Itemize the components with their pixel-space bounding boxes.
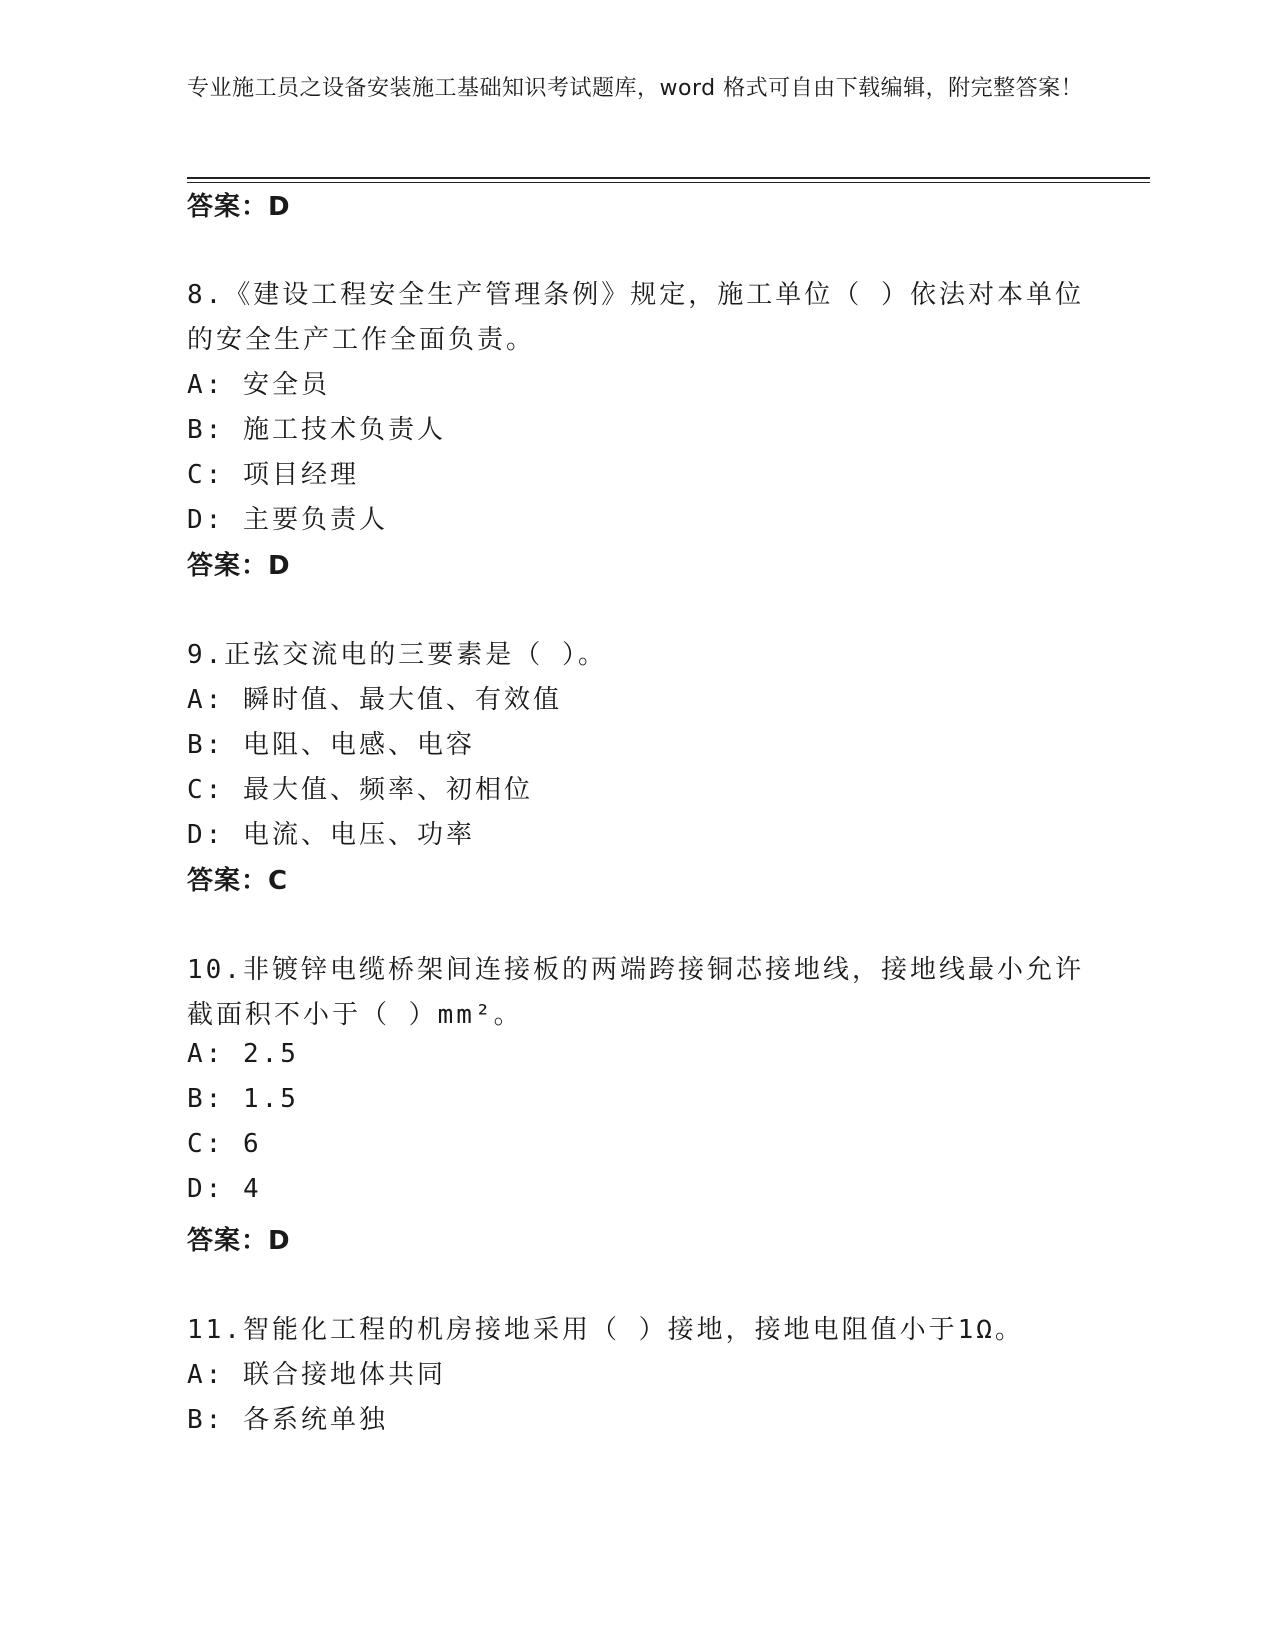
question-11-option-b: B: 各系统单独 [187, 1405, 388, 1435]
question-10-option-b: B: 1.5 [187, 1084, 299, 1114]
question-8-answer: 答案：D [187, 551, 291, 581]
question-9-stem-line1: 9.正弦交流电的三要素是（ ）。 [187, 640, 607, 670]
question-8-option-b: B: 施工技术负责人 [187, 415, 446, 445]
question-9-option-a: A: 瞬时值、最大值、有效值 [187, 685, 562, 715]
header-divider-thick [187, 177, 1150, 179]
question-10-option-d: D: 4 [187, 1174, 262, 1204]
question-8-option-d: D: 主要负责人 [187, 505, 388, 535]
question-11-stem-line1: 11.智能化工程的机房接地采用（ ）接地，接地电阻值小于1Ω。 [187, 1315, 1024, 1345]
question-8-stem-line2: 的安全生产工作全面负责。 [187, 325, 536, 355]
question-9-option-b: B: 电阻、电感、电容 [187, 730, 475, 760]
question-9-answer: 答案：C [187, 866, 289, 896]
question-8-option-c: C: 项目经理 [187, 460, 359, 490]
document-header: 专业施工员之设备安装施工基础知识考试题库，word 格式可自由下载编辑，附完整答案！ [187, 76, 1084, 101]
question-11-option-a: A: 联合接地体共同 [187, 1360, 446, 1390]
question-9-option-d: D: 电流、电压、功率 [187, 820, 475, 850]
question-10-option-a: A: 2.5 [187, 1039, 299, 1069]
question-10-answer: 答案：D [187, 1226, 291, 1256]
answer-prev: 答案：D [187, 192, 291, 222]
question-10-stem-line2: 截面积不小于（ ）mm²。 [187, 1000, 523, 1030]
question-8-stem-line1: 8.《建设工程安全生产管理条例》规定，施工单位（ ）依法对本单位 [187, 280, 1084, 310]
header-divider-thin [187, 182, 1150, 183]
question-8-option-a: A: 安全员 [187, 370, 330, 400]
question-9-option-c: C: 最大值、频率、初相位 [187, 775, 533, 805]
question-10-stem-line1: 10.非镀锌电缆桥架间连接板的两端跨接铜芯接地线，接地线最小允许 [187, 955, 1084, 985]
question-10-option-c: C: 6 [187, 1129, 262, 1159]
